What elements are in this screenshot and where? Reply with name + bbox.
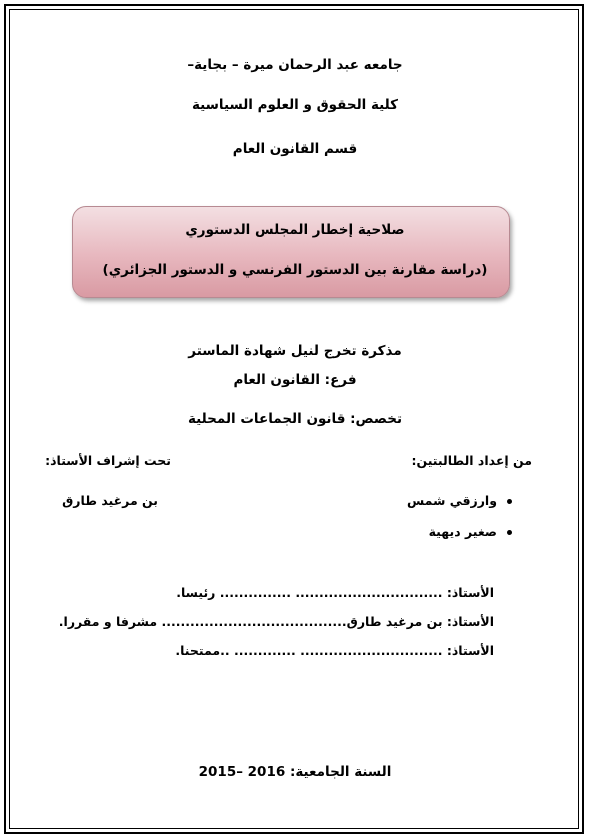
prepared-by-label: من إعداد الطالبتين:	[411, 453, 532, 468]
supervision-label: تحت إشراف الأستاذ:	[45, 453, 171, 468]
supervisor-name: بن مرغيد طارق	[62, 493, 158, 508]
specialty-line: تخصص: قانون الجماعات المحلية	[187, 411, 403, 427]
title-box	[72, 206, 510, 298]
faculty-name: كلية الحقوق و العلوم السياسية	[191, 97, 399, 113]
degree-line: مذكرة تخرج لنيل شهادة الماستر	[188, 343, 402, 359]
student-item-2: صغير ديهية	[429, 524, 512, 539]
jury-row-2: الأستاذ: بن مرغيد طارق....................................... مشرفا و مقررا.	[58, 614, 494, 629]
department-name: قسم القانون العام	[232, 141, 358, 157]
bullet-icon	[507, 530, 512, 535]
branch-line: فرع: القانون العام	[233, 372, 357, 388]
thesis-title: صلاحية إخطار المجلس الدستوري	[185, 222, 405, 238]
student-item-1: وارزقي شمس	[407, 493, 512, 508]
academic-year: السنة الجامعية: 2015– 2016	[198, 764, 392, 780]
thesis-subtitle: (دراسة مقارنة بين الدستور الفرنسي و الدستور الجزائري)	[102, 262, 488, 278]
bullet-icon	[507, 499, 512, 504]
jury-row-1: الأستاذ: ............................... ............... رئيسا.	[176, 585, 494, 600]
jury-row-3: الأستاذ: .............................. ............. ..ممتحنا.	[175, 643, 494, 658]
university-name: جامعه عبد الرحمان ميرة – بجاية–	[187, 57, 403, 73]
